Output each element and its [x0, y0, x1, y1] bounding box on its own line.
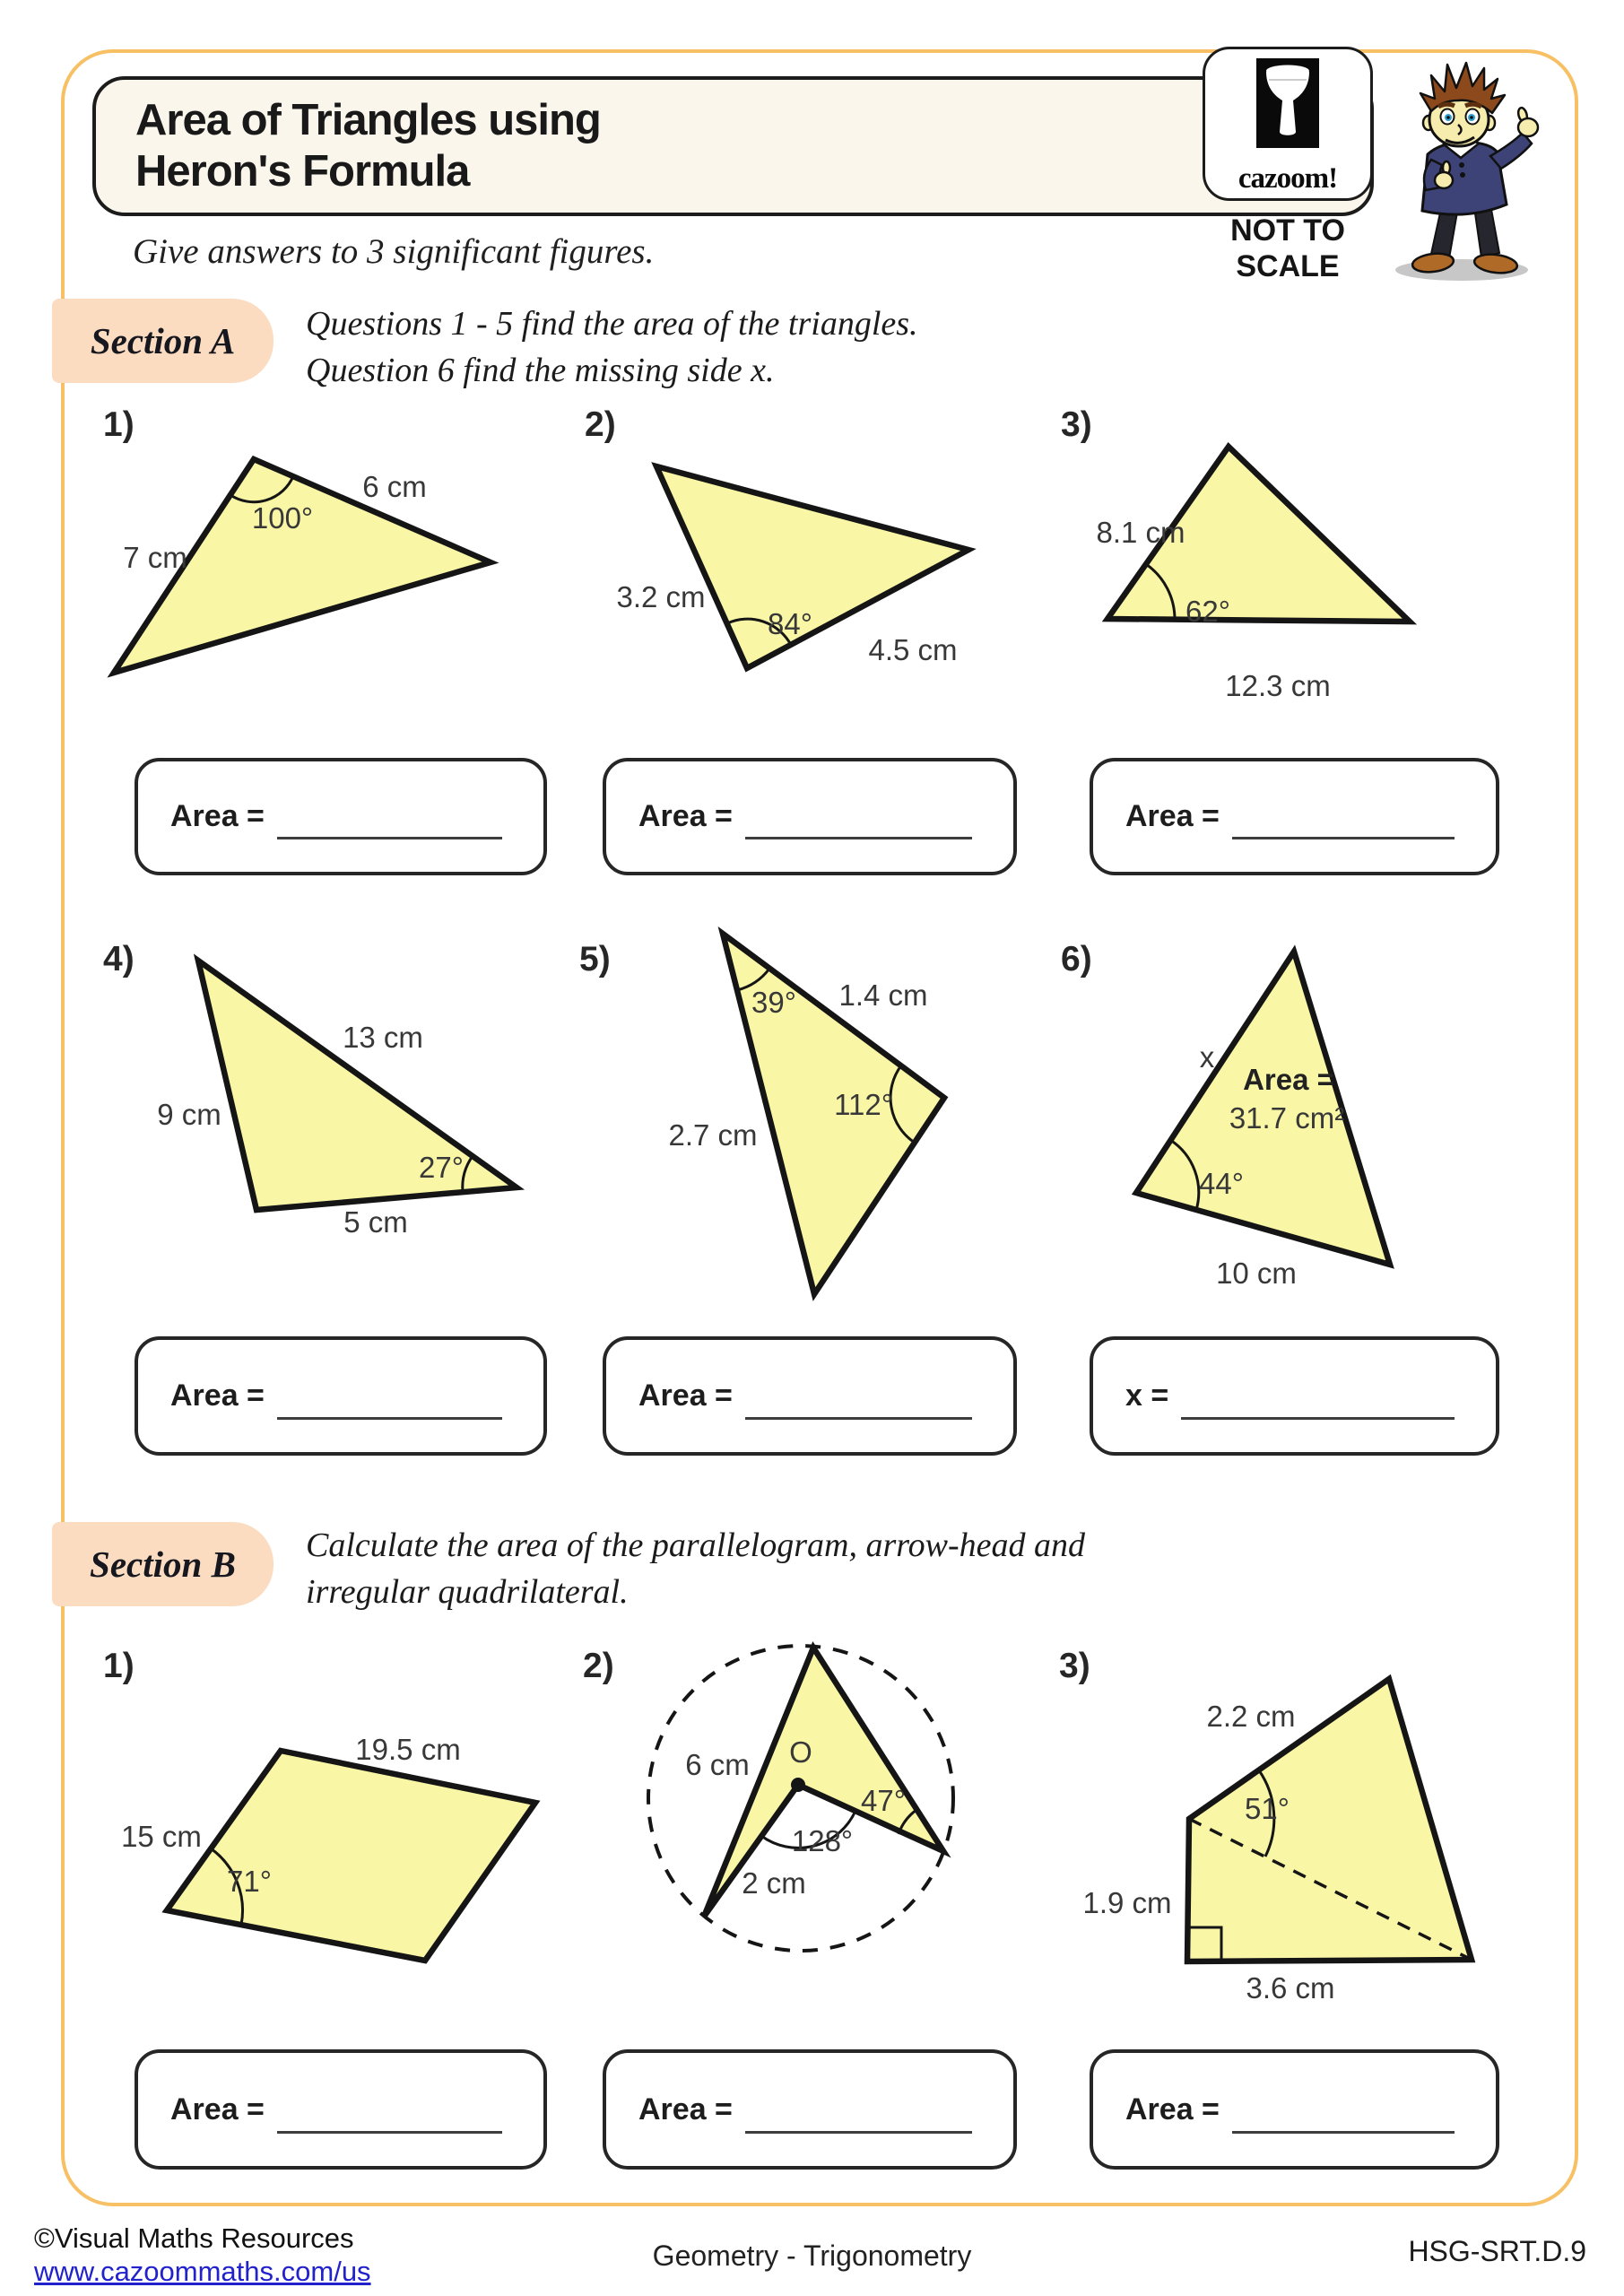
a6-area-label: Area =	[1243, 1063, 1334, 1096]
question-number-a2: 2)	[585, 405, 616, 444]
answer-label-a5: Area =	[638, 1378, 733, 1413]
not-to-scale-line2: SCALE	[1236, 249, 1340, 283]
answer-box-b1	[135, 2049, 547, 2170]
answer-label-a4: Area =	[170, 1378, 265, 1413]
answer-blank-b2[interactable]	[745, 2131, 972, 2134]
answer-label-a3: Area =	[1125, 799, 1220, 833]
answer-label-a6-x: x =	[1125, 1378, 1169, 1413]
website-link[interactable]: www.cazoommaths.com/us	[34, 2256, 371, 2287]
question-number-a1: 1)	[103, 405, 135, 444]
answer-label-b3: Area =	[1125, 2092, 1220, 2126]
answer-blank-b1[interactable]	[277, 2131, 502, 2134]
b3-side-left-label: 1.9 cm	[1082, 1886, 1172, 1919]
page-title-line1: Area of Triangles using	[135, 96, 601, 144]
b2-center-label: O	[789, 1735, 812, 1769]
circle-center-dot-b2	[791, 1778, 805, 1792]
section-a-instr-line2: Question 6 find the missing side x.	[306, 352, 775, 389]
section-b-instr-line1: Calculate the area of the parallelogram, arrow-head and	[306, 1526, 1085, 1564]
b1-angle-label: 71°	[227, 1865, 272, 1898]
a4-side-left-label: 9 cm	[157, 1098, 221, 1131]
answer-box-a2	[603, 758, 1017, 875]
answer-label-b1: Area =	[170, 2092, 265, 2126]
a3-side-left-label: 8.1 cm	[1096, 516, 1185, 549]
b3-side-top-label: 2.2 cm	[1206, 1700, 1296, 1733]
answer-box-a6-x	[1090, 1336, 1499, 1456]
answer-box-a4	[135, 1336, 547, 1456]
question-number-a4: 4)	[103, 940, 135, 978]
not-to-scale-line1: NOT TO	[1230, 213, 1345, 248]
question-number-b1: 1)	[103, 1647, 135, 1685]
answer-blank-b3[interactable]	[1232, 2131, 1455, 2134]
intro-note: Give answers to 3 significant figures.	[133, 232, 655, 271]
a3-side-base-label: 12.3 cm	[1225, 669, 1331, 702]
a5-side-top-label: 1.4 cm	[838, 978, 928, 1012]
a2-side-left-label: 3.2 cm	[616, 580, 706, 613]
question-number-b2: 2)	[583, 1647, 614, 1685]
question-number-a5: 5)	[579, 940, 611, 978]
page-title-line2: Heron's Formula	[135, 147, 470, 196]
answer-blank-a2[interactable]	[745, 837, 972, 839]
b2-angle-center-label: 128°	[791, 1824, 854, 1857]
answer-label-a1: Area =	[170, 799, 265, 833]
footer-topic: Geometry - Trigonometry	[652, 2239, 972, 2272]
copyright-text: ©Visual Maths Resources	[34, 2222, 354, 2254]
question-number-b3: 3)	[1059, 1647, 1090, 1685]
a4-side-hyp-label: 13 cm	[343, 1021, 423, 1054]
answer-box-b2	[603, 2049, 1017, 2170]
answer-blank-a3[interactable]	[1232, 837, 1455, 839]
b2-side-lower-label: 2 cm	[742, 1866, 806, 1900]
answer-label-b2: Area =	[638, 2092, 733, 2126]
a6-angle-label: 44°	[1199, 1167, 1244, 1200]
b1-side-top-label: 19.5 cm	[355, 1733, 461, 1766]
footer-standard-code: HSG-SRT.D.9	[1408, 2235, 1586, 2267]
a6-side-base-label: 10 cm	[1216, 1257, 1297, 1290]
answer-box-a5	[603, 1336, 1017, 1456]
a5-angle-right-label: 112°	[834, 1088, 893, 1121]
parallelogram-b1	[167, 1751, 535, 1961]
a3-angle-label: 62°	[1185, 595, 1230, 628]
a5-angle-top-label: 39°	[751, 986, 796, 1019]
b3-side-base-label: 3.6 cm	[1246, 1971, 1335, 2005]
a1-side-top-label: 6 cm	[362, 470, 427, 503]
triangle-a4	[198, 961, 517, 1210]
b2-angle-right-label: 47°	[861, 1784, 906, 1817]
section-a-instr-line1: Questions 1 - 5 find the area of the triangles.	[306, 305, 918, 343]
section-b-pill: Section B	[52, 1522, 274, 1606]
section-b-instr-line2: irregular quadrilateral.	[306, 1573, 629, 1611]
b3-angle-label: 51°	[1245, 1792, 1290, 1825]
a2-angle-label: 84°	[768, 607, 812, 640]
logo-wordmark: cazoom!	[1238, 162, 1338, 195]
answer-blank-a4[interactable]	[277, 1417, 502, 1420]
a1-angle-label: 100°	[251, 501, 314, 535]
section-a-pill: Section A	[52, 299, 274, 383]
answer-blank-a1[interactable]	[277, 837, 502, 839]
a2-side-bottom-label: 4.5 cm	[868, 633, 958, 666]
answer-box-b3	[1090, 2049, 1499, 2170]
b2-side-left-label: 6 cm	[685, 1748, 750, 1781]
question-number-a6: 6)	[1061, 940, 1092, 978]
a4-side-base-label: 5 cm	[343, 1205, 408, 1239]
question-number-a3: 3)	[1061, 405, 1092, 444]
answer-box-a1	[135, 758, 547, 875]
a6-x-label: x	[1199, 1040, 1215, 1074]
answer-blank-a5[interactable]	[745, 1417, 972, 1420]
a6-area-value: 31.7 cm²	[1229, 1101, 1345, 1135]
answer-box-a3	[1090, 758, 1499, 875]
b1-side-left-label: 15 cm	[121, 1820, 202, 1853]
a5-side-left-label: 2.7 cm	[668, 1118, 758, 1152]
a4-angle-label: 27°	[419, 1151, 464, 1184]
a1-side-left-label: 7 cm	[123, 541, 187, 574]
answer-blank-a6-x[interactable]	[1181, 1417, 1455, 1420]
answer-label-a2: Area =	[638, 799, 733, 833]
